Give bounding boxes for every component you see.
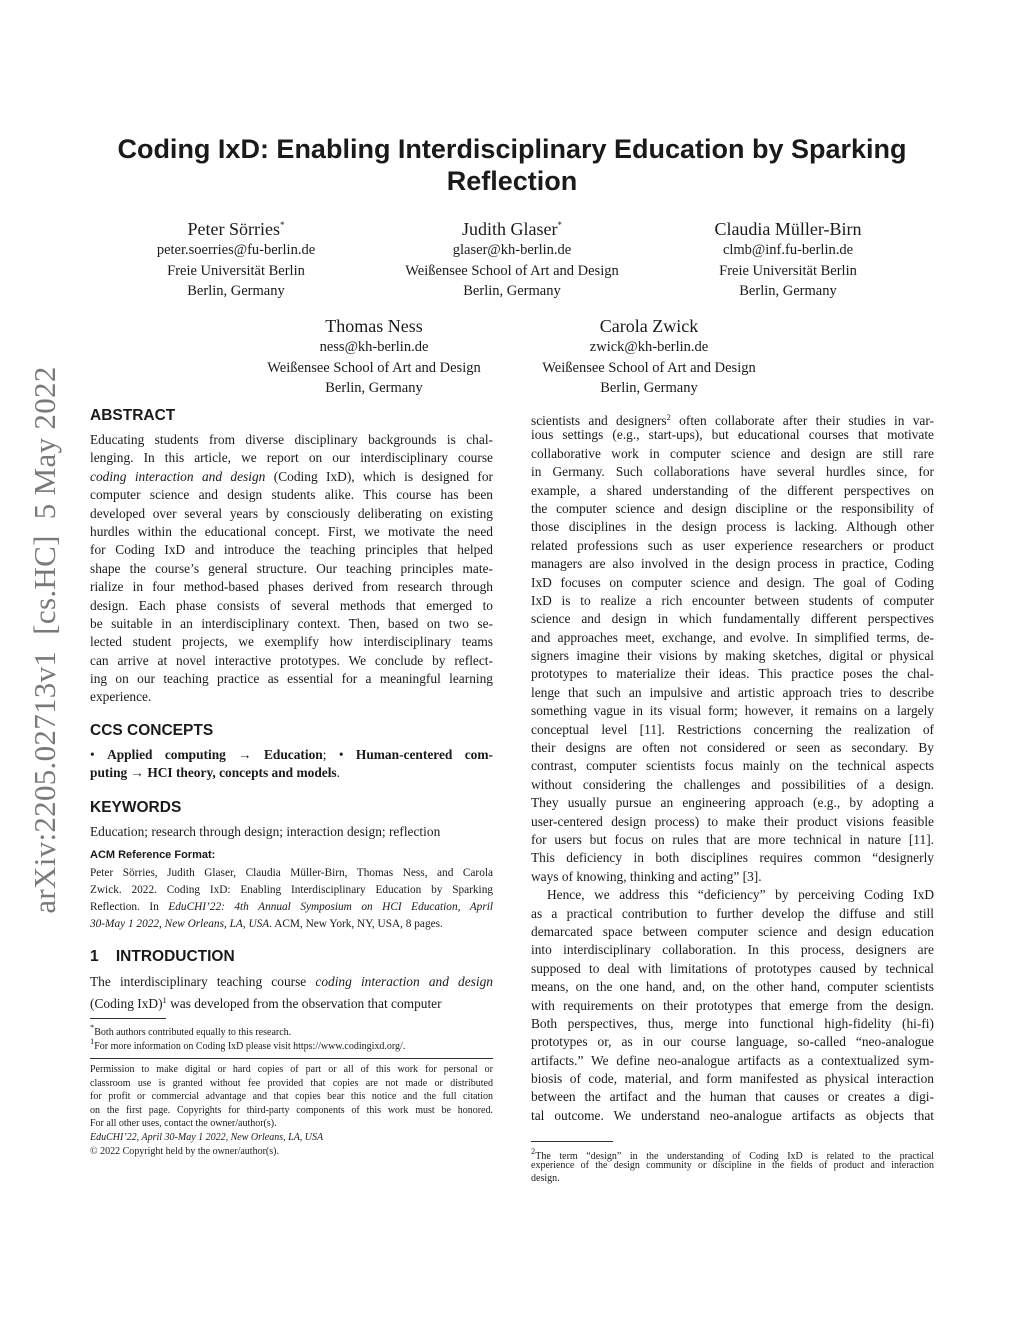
author-name — [653, 214, 923, 240]
paragraph — [531, 886, 934, 1125]
text-line: prototypes or, as in our course language, so-called “neo-analogue — [531, 1034, 934, 1050]
paragraph — [90, 865, 493, 933]
paragraph — [90, 1035, 493, 1052]
text-segment: EduCHI’22, April 30-May 1 2022, New Orleans, LA, USA — [90, 1131, 324, 1143]
text-line: design. Each phase consists of several methods that emerged to — [90, 597, 493, 613]
text-line — [90, 973, 493, 991]
permission-notice — [90, 1063, 493, 1158]
author-location — [101, 281, 371, 302]
author-email — [239, 337, 509, 358]
keywords-body — [90, 823, 493, 841]
keywords-heading: KEYWORDS — [90, 799, 182, 816]
text-line: with requirements on their prototypes that emerge from the design. — [531, 997, 934, 1013]
text-line: be suitable in an interdisciplinary context. Then, based on two se- — [90, 615, 493, 631]
text-line: those disciplines in the design process is lacking. Although other — [531, 519, 934, 535]
author-block — [653, 214, 923, 302]
text-line: Education; research through design; interaction design; reflection — [90, 824, 441, 839]
text-line — [90, 991, 493, 1012]
author-affiliation — [653, 261, 923, 282]
text-segment: (Coding IxD) — [90, 996, 163, 1012]
text-line — [90, 899, 493, 916]
text-line: experience. — [90, 689, 152, 705]
text-segment: 30-May 1 2022, New Orleans, LA, USA — [90, 918, 270, 930]
author-location-text: Berlin, Germany — [463, 283, 561, 299]
author-name-text: Claudia Müller-Birn — [714, 219, 862, 239]
text-line: classroom use is granted without fee provided that copies are not made or distributed — [90, 1077, 493, 1089]
text-line: supposed to deal with limitations of prototypes caused by technical — [531, 960, 934, 976]
text-line: the computer science and design discipline or the responsibility of — [531, 500, 934, 516]
footnote-rule — [531, 1141, 613, 1142]
paragraph — [90, 1063, 493, 1131]
text-line: in Germany. Such collaborations have several hurdles since, for — [531, 464, 934, 480]
text-line: into interdisciplinary collaboration. In this process, designers are — [531, 942, 934, 958]
text-line — [90, 764, 493, 782]
text-line: science and design in which fundamentally different perspectives — [531, 611, 934, 627]
text-line — [90, 746, 493, 764]
footnote-right — [531, 1145, 934, 1186]
text-segment: Education — [263, 747, 323, 762]
text-line: IxD is to realize a rich encounter between students of computer — [531, 592, 934, 608]
text-segment: was developed from the observation that computer — [166, 996, 442, 1012]
text-segment: ; • — [322, 747, 356, 762]
text-line: conceptual level [11]. Restrictions concerning the realization of — [531, 721, 934, 737]
text-line: for Coding IxD and introduce the teaching principles that helped — [90, 542, 493, 558]
text-segment: The interdisciplinary teaching course — [90, 974, 316, 989]
text-line — [90, 468, 493, 486]
text-line: lenging. In this article, we report on our interdisciplinary course — [90, 450, 493, 466]
text-line: They usually pursue an engineering approach (e.g., by adopting a — [531, 795, 934, 811]
author-location-text: Berlin, Germany — [325, 380, 423, 396]
text-line: rialize in four method-based phases derived from research through — [90, 579, 493, 595]
text-line: user-centered design process) to make their product visions feasible — [531, 813, 934, 829]
text-line: hurdles within the educational concept. First, we motivate the need — [90, 523, 493, 539]
text-segment: Reflection. In — [90, 901, 169, 913]
text-line — [90, 1131, 493, 1145]
author-location — [239, 378, 509, 399]
text-line: developed over several years by consciously deliberating on existing — [90, 505, 493, 521]
author-email-text: glaser@kh-berlin.de — [452, 242, 572, 258]
arxiv-identifier: arXiv:2205.02713v1 [cs.HC] 5 May 2022 — [27, 366, 62, 914]
text-line — [90, 916, 493, 933]
text-line: Hence, we address this “deficiency” by perceiving Coding IxD — [547, 887, 934, 903]
text-line: as a practical contribution to further develop the diffuse and still — [531, 905, 934, 921]
text-segment: The term “design” in the understanding of Coding IxD is related to the practical — [535, 1151, 934, 1162]
author-block — [514, 311, 784, 399]
paragraph — [90, 1145, 493, 1159]
footnote-rule — [90, 1018, 166, 1019]
text-segment: puting — [90, 765, 128, 781]
text-line: contrast, computer scientists focus mainly on the technical aspects — [531, 758, 934, 774]
author-affiliation — [239, 358, 509, 379]
footnotes-left — [90, 1021, 493, 1052]
author-location-text: Berlin, Germany — [600, 380, 698, 396]
text-line: signers imagine their visions by making sketches, digital or physical — [531, 648, 934, 664]
paragraph — [90, 431, 493, 707]
author-affiliation-text: Weißensee School of Art and Design — [542, 359, 756, 376]
acm-reference-body — [90, 865, 493, 933]
text-line: ious settings (e.g., start-ups), but educational courses that motivate — [531, 427, 934, 443]
text-line: For all other uses, contact the owner/author(s). — [90, 1118, 277, 1130]
text-segment: • — [90, 747, 108, 762]
author-block — [101, 214, 371, 302]
paragraph — [531, 1145, 934, 1186]
text-line: example, a shared understanding of the different perspectives on — [531, 482, 934, 498]
introduction-body — [90, 973, 493, 1010]
author-email — [377, 240, 647, 261]
abstract-heading: ABSTRACT — [90, 407, 176, 424]
text-segment: often collaborate after their studies in var- — [670, 413, 934, 428]
footnote-marker: 2 — [666, 412, 671, 422]
author-email — [653, 240, 923, 261]
author-affiliation-text: Weißensee School of Art and Design — [405, 262, 619, 279]
text-line — [90, 1021, 493, 1038]
footnote-marker: 2 — [531, 1146, 536, 1156]
footnote-marker: * — [90, 1022, 95, 1032]
paragraph — [90, 1021, 493, 1038]
text-segment: coding interaction and design — [315, 974, 493, 989]
text-line: Peter Sörries, Judith Glaser, Claudia Müller-Birn, Thomas Ness, and Carola — [90, 867, 493, 879]
text-line: © 2022 Copyright held by the owner/author(s). — [90, 1145, 279, 1157]
author-affiliation-text: Weißensee School of Art and Design — [267, 359, 481, 376]
text-line: on the first page. Copyrights for third-party components of this work must be honored. — [90, 1104, 493, 1116]
permission-rule — [90, 1058, 493, 1059]
text-segment: HCI theory, concepts and models — [147, 765, 337, 781]
text-line: can arrive at novel interactive prototypes. We conclude by reflect- — [90, 652, 493, 668]
equal-contribution-mark: * — [557, 220, 562, 230]
author-name — [514, 311, 784, 337]
author-name — [377, 214, 647, 240]
text-segment: coding interaction and design — [90, 468, 266, 484]
ccs-body — [90, 746, 493, 783]
author-affiliation — [101, 261, 371, 282]
footnote-marker: 1 — [162, 995, 167, 1006]
author-affiliation — [514, 358, 784, 379]
text-segment: For more information on Coding IxD please visit https://www.codingixd.org/. — [94, 1040, 406, 1052]
text-line: something vague in its visual form; however, it remains on a largely — [531, 703, 934, 719]
ccs-heading: CCS CONCEPTS — [90, 722, 214, 739]
text-segment: . ACM, New York, NY, USA, 8 pages. — [269, 918, 443, 930]
introduction-heading: 1 INTRODUCTION — [90, 948, 235, 965]
text-line: shape the course’s general structure. Our teaching principles mate- — [90, 560, 493, 576]
text-line: collaborative work in computer science and design are still rare — [531, 445, 934, 461]
author-location-text: Berlin, Germany — [739, 283, 837, 299]
text-line: This deficiency in both disciplines requires common “designerly — [531, 850, 934, 866]
paragraph — [90, 823, 493, 841]
author-name — [101, 214, 371, 240]
author-affiliation — [377, 261, 647, 282]
author-name-text: Judith Glaser — [462, 219, 558, 239]
author-location — [377, 281, 647, 302]
text-line: biosis of code, material, and form manifested as physical interaction — [531, 1071, 934, 1087]
text-line: artifacts.” We define neo-analogue artifacts as a contextualized sym- — [531, 1052, 934, 1068]
text-line: tal outcome. We understand neo-analogue artifacts as objects that — [531, 1107, 934, 1123]
text-line: prototypes to materialize their ideas. This practice poses the chal- — [531, 666, 934, 682]
text-segment: Human-centered com- — [355, 747, 493, 762]
author-name — [239, 311, 509, 337]
author-name-text: Peter Sörries — [187, 219, 280, 239]
acm-reference-heading: ACM Reference Format: — [90, 849, 216, 861]
text-line — [90, 1035, 493, 1052]
text-segment: Both authors contributed equally to this research. — [94, 1027, 292, 1038]
paragraph — [90, 1131, 493, 1145]
author-email — [101, 240, 371, 261]
text-line: means, on the one hand, and, on the other hand, computer scientists — [531, 979, 934, 995]
footnote-marker: 1 — [90, 1035, 95, 1046]
author-name-text: Thomas Ness — [325, 316, 423, 336]
text-line: design. — [531, 1173, 560, 1185]
author-location — [514, 378, 784, 399]
author-block — [239, 311, 509, 399]
text-line: demarcated space between computer science and design education — [531, 923, 934, 939]
text-line: between the artifact and the human that causes or creates a digi- — [531, 1089, 934, 1105]
author-email — [514, 337, 784, 358]
text-segment: . — [336, 765, 341, 781]
author-name-text: Carola Zwick — [599, 316, 699, 336]
text-line: ing on our teaching practice as essential for a meaningful learning — [90, 671, 493, 687]
text-line: Zwick. 2022. Coding IxD: Enabling Interdisciplinary Education by Sparking — [90, 884, 493, 896]
author-location — [653, 281, 923, 302]
author-affiliation-text: Freie Universität Berlin — [167, 262, 305, 279]
title-line-2: Reflection — [446, 166, 578, 196]
author-affiliation-text: Freie Universität Berlin — [719, 262, 857, 279]
text-segment: Applied computing — [107, 747, 226, 762]
text-line: computer science and design students alike. This course has been — [90, 487, 493, 503]
text-line: and approaches meet, exchange, and evolve. In simplified terms, de- — [531, 629, 934, 645]
text-line: ways of knowing, thinking and acting” [3]. — [531, 868, 762, 884]
author-email-text: clmb@inf.fu-berlin.de — [722, 242, 854, 258]
text-line — [531, 1145, 934, 1162]
equal-contribution-mark: * — [279, 220, 285, 230]
author-email-text: ness@kh-berlin.de — [319, 339, 429, 355]
text-segment: → — [225, 747, 264, 762]
author-block — [377, 214, 647, 302]
title-line-1: Coding IxD: Enabling Interdisciplinary Education by Sparking — [117, 134, 907, 164]
text-line: Educating students from diverse disciplinary backgrounds is chal- — [90, 432, 493, 447]
text-line: managers are also involved in the design process in practice, Coding — [531, 556, 934, 572]
text-line: experience of the design community or discipline in the fields of product and interaction — [531, 1159, 934, 1171]
text-line: Permission to make digital or hard copies of part or all of this work for personal or — [90, 1064, 493, 1075]
text-line: lenge that such an impulsive and artistic approach tries to describe — [531, 684, 934, 700]
text-line: without considering the challenges and possibilities of a design. — [531, 776, 934, 792]
text-segment: scientists and designers — [531, 413, 667, 428]
text-line: Both perspectives, thus, merge into functional high-fidelity (hi-fi) — [531, 1015, 934, 1031]
text-line: IxD focuses on computer science and design. The goal of Coding — [531, 574, 934, 590]
text-segment: EduCHI’22: 4th Annual Symposium on HCI Education, April — [168, 901, 493, 913]
text-line: for profit or commercial advantage and that copies bear this notice and the full citation — [90, 1091, 493, 1103]
paragraph — [90, 973, 493, 1010]
author-email-text: peter.soerries@fu-berlin.de — [156, 242, 316, 258]
text-segment: (Coding IxD), which is designed for — [265, 468, 493, 484]
abstract-body — [90, 431, 493, 707]
paragraph — [531, 408, 934, 886]
text-line: their designs are often not considered or seen as secondary. By — [531, 740, 934, 756]
text-line — [531, 408, 934, 426]
text-line: related professions such as user experience researchers or product — [531, 537, 934, 553]
author-location-text: Berlin, Germany — [187, 283, 285, 299]
introduction-body-continued — [531, 408, 934, 1125]
text-line: lected student projects, we exemplify how interdisciplinary teams — [90, 634, 493, 650]
paper-title — [80, 133, 944, 197]
paragraph — [90, 746, 493, 783]
text-line: for users but focus on rules that are more technical in nature [11]. — [531, 831, 934, 847]
author-email-text: zwick@kh-berlin.de — [589, 339, 709, 355]
text-segment: → — [127, 765, 148, 781]
